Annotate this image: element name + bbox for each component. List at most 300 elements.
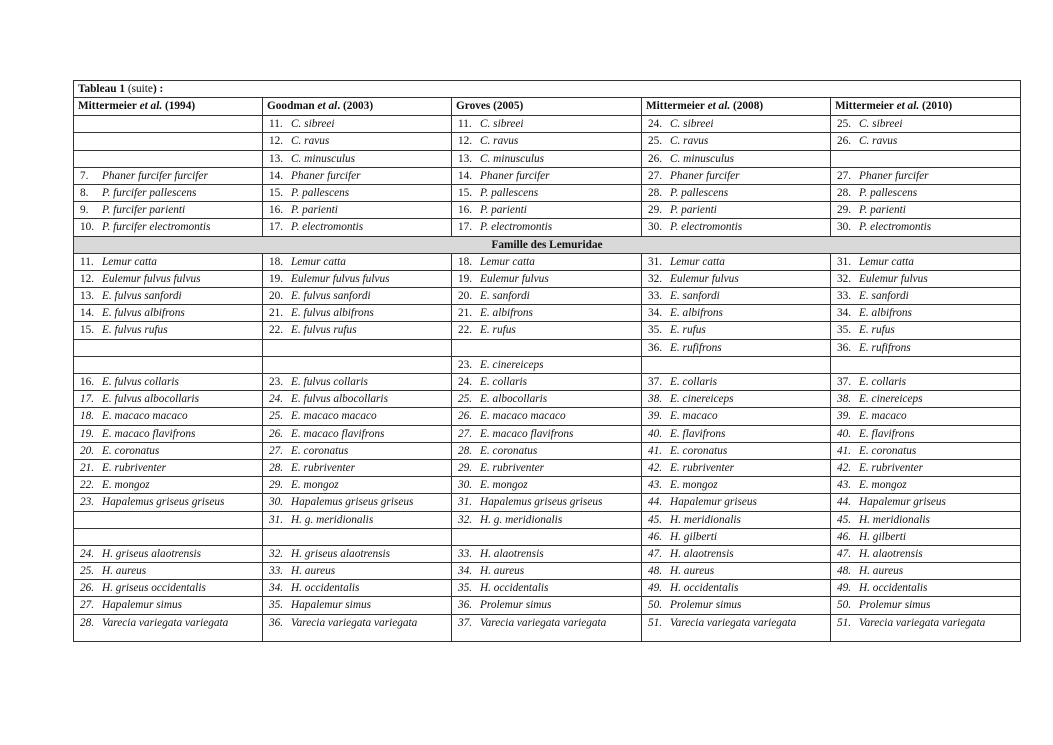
species-name: E. rubriventer bbox=[859, 461, 924, 474]
species-number: 41. bbox=[648, 444, 663, 457]
table-cell bbox=[263, 614, 452, 641]
table-cell bbox=[642, 528, 831, 545]
species-name: E. cinereiceps bbox=[480, 358, 544, 371]
species-number: 10. bbox=[80, 221, 95, 234]
species-number: 19. bbox=[80, 427, 95, 440]
species-name: Eulemur fulvus bbox=[480, 272, 549, 285]
species-number: 28. bbox=[837, 186, 852, 199]
table-cell bbox=[642, 511, 831, 528]
table-cell bbox=[831, 459, 1021, 476]
species-name: E. mongoz bbox=[480, 479, 528, 492]
table-cell bbox=[642, 408, 831, 425]
species-name: H. griseus occidentalis bbox=[102, 582, 206, 595]
table-cell bbox=[642, 133, 831, 150]
species-number: 15. bbox=[269, 186, 284, 199]
table-cell bbox=[831, 563, 1021, 580]
species-name: P. electromontis bbox=[670, 221, 743, 234]
species-name: C. minusculus bbox=[291, 152, 356, 165]
table-cell bbox=[452, 597, 642, 614]
table-cell bbox=[642, 563, 831, 580]
table-cell bbox=[452, 408, 642, 425]
species-name: Varecia variegata variegata bbox=[102, 616, 229, 629]
species-number: 36. bbox=[269, 616, 284, 629]
table-cell bbox=[831, 202, 1021, 219]
table-cell bbox=[831, 253, 1021, 270]
table-cell bbox=[831, 408, 1021, 425]
table-cell bbox=[642, 184, 831, 201]
table-cell bbox=[642, 391, 831, 408]
species-number: 29. bbox=[458, 461, 473, 474]
table-cell bbox=[452, 253, 642, 270]
species-number: 49. bbox=[648, 582, 663, 595]
table-cell bbox=[452, 528, 642, 545]
species-name: E. rubriventer bbox=[670, 461, 735, 474]
species-name: E. rubriventer bbox=[480, 461, 545, 474]
species-name: Varecia variegata variegata bbox=[859, 616, 986, 629]
species-name: Phaner furcifer bbox=[670, 169, 740, 182]
column-header: Mittermeier et al. (2010) bbox=[831, 98, 1021, 116]
table-cell bbox=[74, 339, 263, 356]
species-name: H. meridionalis bbox=[670, 513, 741, 526]
table-cell bbox=[831, 150, 1021, 167]
species-name: E. rubriventer bbox=[102, 461, 167, 474]
species-name: H. aureus bbox=[102, 565, 147, 578]
species-name: P. pallescens bbox=[859, 186, 918, 199]
species-name: Lemur catta bbox=[102, 255, 157, 268]
table-row bbox=[74, 150, 1021, 167]
table-cell bbox=[74, 116, 263, 133]
species-name: Varecia variegata variegata bbox=[291, 616, 418, 629]
species-name: C. sibreei bbox=[480, 118, 524, 131]
species-number: 40. bbox=[648, 427, 663, 440]
table-cell bbox=[831, 528, 1021, 545]
table-cell bbox=[74, 322, 263, 339]
species-name: H. aureus bbox=[480, 565, 525, 578]
table-cell bbox=[452, 219, 642, 236]
species-number: 13. bbox=[80, 290, 95, 303]
table-cell bbox=[642, 305, 831, 322]
table-cell bbox=[263, 253, 452, 270]
species-number: 50. bbox=[837, 599, 852, 612]
table-cell bbox=[452, 167, 642, 184]
species-number: 43. bbox=[837, 479, 852, 492]
species-name: Hapalemur griseus bbox=[670, 496, 757, 509]
species-number: 27. bbox=[269, 444, 284, 457]
species-number: 8. bbox=[80, 186, 89, 199]
table-cell bbox=[452, 356, 642, 373]
table-cell bbox=[642, 356, 831, 373]
table-cell bbox=[74, 442, 263, 459]
species-name: E. rufifrons bbox=[859, 341, 911, 354]
table-cell bbox=[263, 563, 452, 580]
species-number: 22. bbox=[80, 479, 95, 492]
table-cell bbox=[831, 494, 1021, 511]
species-name: E. fulvus collaris bbox=[102, 376, 179, 388]
species-number: 13. bbox=[458, 152, 473, 165]
table-row bbox=[74, 580, 1021, 597]
species-number: 23. bbox=[458, 358, 473, 371]
table-cell bbox=[642, 614, 831, 641]
species-name: E. coronatus bbox=[670, 444, 728, 457]
species-number: 19. bbox=[458, 272, 473, 285]
table-cell bbox=[831, 374, 1021, 391]
species-name: Eulemur fulvus fulvus bbox=[291, 272, 390, 285]
species-number: 27. bbox=[80, 599, 95, 612]
table-cell bbox=[642, 339, 831, 356]
species-name: C. ravus bbox=[480, 135, 519, 148]
species-name: Lemur catta bbox=[859, 255, 914, 268]
species-number: 29. bbox=[648, 204, 663, 217]
species-number: 26. bbox=[837, 135, 852, 148]
species-name: P. parienti bbox=[480, 204, 527, 217]
table-title-row bbox=[74, 81, 1021, 98]
table-cell bbox=[452, 563, 642, 580]
table-row bbox=[74, 184, 1021, 201]
species-name: P. furcifer pallescens bbox=[102, 186, 197, 199]
table-cell bbox=[452, 477, 642, 494]
family-label: Famille des Lemuridae bbox=[74, 236, 1021, 253]
column-header: Goodman et al. (2003) bbox=[263, 98, 452, 116]
species-number: 11. bbox=[80, 255, 94, 268]
species-number: 11. bbox=[458, 118, 472, 131]
species-name: C. ravus bbox=[859, 135, 898, 148]
species-name: P. parienti bbox=[291, 204, 338, 217]
species-number: 25. bbox=[269, 410, 284, 423]
species-number: 14. bbox=[269, 169, 284, 182]
table-cell bbox=[74, 408, 263, 425]
table-cell bbox=[452, 614, 642, 641]
species-number: 22. bbox=[458, 324, 473, 337]
species-name: P. electromontis bbox=[291, 221, 364, 234]
species-number: 35. bbox=[837, 324, 852, 337]
species-number: 34. bbox=[458, 565, 473, 578]
species-name: E. macaco bbox=[859, 410, 907, 423]
species-number: 35. bbox=[648, 324, 663, 337]
species-name: Prolemur simus bbox=[480, 599, 552, 612]
table-row bbox=[74, 528, 1021, 545]
table-cell bbox=[452, 305, 642, 322]
table-row bbox=[74, 270, 1021, 287]
species-number: 24. bbox=[648, 118, 663, 131]
species-name: Phaner furcifer bbox=[859, 169, 929, 182]
species-number: 39. bbox=[837, 410, 852, 423]
species-name: E. coronatus bbox=[102, 444, 160, 457]
table-cell bbox=[452, 150, 642, 167]
species-number: 18. bbox=[458, 255, 473, 268]
species-name: E. albifrons bbox=[670, 307, 723, 320]
species-name: H. aureus bbox=[859, 565, 904, 578]
species-number: 31. bbox=[458, 496, 473, 509]
table-cell bbox=[452, 511, 642, 528]
table-cell bbox=[452, 202, 642, 219]
species-number: 51. bbox=[648, 616, 663, 629]
species-name: E. macaco flavifrons bbox=[291, 427, 385, 440]
table-cell bbox=[642, 494, 831, 511]
table-title-paren: ( bbox=[125, 83, 132, 95]
table-cell bbox=[831, 270, 1021, 287]
species-number: 20. bbox=[80, 444, 95, 457]
species-name: H. aureus bbox=[670, 565, 715, 578]
species-name: Varecia variegata variegata bbox=[670, 616, 797, 629]
species-number: 7. bbox=[80, 169, 89, 182]
species-number: 46. bbox=[837, 530, 852, 543]
table-cell bbox=[642, 253, 831, 270]
species-number: 36. bbox=[648, 341, 663, 354]
table-cell bbox=[642, 374, 831, 391]
species-number: 26. bbox=[269, 427, 284, 440]
table-cell bbox=[452, 425, 642, 442]
species-name: Prolemur simus bbox=[670, 599, 742, 612]
table-cell bbox=[642, 477, 831, 494]
species-number: 12. bbox=[269, 135, 284, 148]
table-row bbox=[74, 253, 1021, 270]
species-name: E. fulvus rufus bbox=[102, 324, 168, 337]
species-number: 40. bbox=[837, 427, 852, 440]
species-number: 45. bbox=[648, 513, 663, 526]
table-row bbox=[74, 425, 1021, 442]
table-row bbox=[74, 288, 1021, 305]
table-cell bbox=[74, 133, 263, 150]
species-name: C. sibreei bbox=[670, 118, 714, 131]
species-name: Hapalemus griseus griseus bbox=[291, 496, 414, 509]
species-number: 32. bbox=[648, 272, 663, 285]
species-number: 34. bbox=[269, 582, 284, 595]
table-cell bbox=[263, 511, 452, 528]
species-number: 33. bbox=[648, 290, 663, 303]
species-name: H. aureus bbox=[291, 565, 336, 578]
species-number: 32. bbox=[837, 272, 852, 285]
table-body bbox=[74, 81, 1021, 642]
species-name: Lemur catta bbox=[291, 255, 346, 268]
table-cell bbox=[74, 150, 263, 167]
species-name: E. albifrons bbox=[859, 307, 912, 320]
table-cell bbox=[263, 270, 452, 287]
table-row bbox=[74, 116, 1021, 133]
species-number: 47. bbox=[648, 547, 663, 560]
table-cell bbox=[831, 597, 1021, 614]
species-number: 22. bbox=[269, 324, 284, 337]
table-cell bbox=[263, 442, 452, 459]
species-number: 13. bbox=[269, 152, 284, 165]
species-name: Phaner furcifer bbox=[480, 169, 550, 182]
species-number: 49. bbox=[837, 582, 852, 595]
species-name: Eulemur fulvus bbox=[670, 272, 739, 285]
table-cell bbox=[74, 511, 263, 528]
species-name: E. flavifrons bbox=[859, 427, 915, 440]
species-number: 36. bbox=[458, 599, 473, 612]
species-name: H. meridionalis bbox=[859, 513, 930, 526]
species-number: 28. bbox=[458, 444, 473, 457]
species-number: 37. bbox=[458, 616, 473, 629]
species-name: E. sanfordi bbox=[480, 290, 530, 303]
table-cell bbox=[74, 253, 263, 270]
species-name: E. fulvus sanfordi bbox=[291, 290, 371, 303]
table-cell bbox=[452, 322, 642, 339]
species-number: 24. bbox=[458, 376, 473, 388]
species-name: Eulemur fulvus fulvus bbox=[102, 272, 201, 285]
species-number: 48. bbox=[648, 565, 663, 578]
species-name: P. electromontis bbox=[859, 221, 932, 234]
species-name: H. alaotrensis bbox=[480, 547, 544, 560]
table-cell bbox=[263, 288, 452, 305]
species-number: 25. bbox=[648, 135, 663, 148]
table-cell bbox=[74, 167, 263, 184]
species-name: E. flavifrons bbox=[670, 427, 726, 440]
species-number: 25. bbox=[80, 565, 95, 578]
species-name: E. collaris bbox=[670, 376, 718, 388]
table-cell bbox=[452, 580, 642, 597]
species-number: 23. bbox=[269, 376, 284, 388]
table-row bbox=[74, 167, 1021, 184]
species-number: 50. bbox=[648, 599, 663, 612]
table-row bbox=[74, 305, 1021, 322]
table-cell bbox=[74, 614, 263, 641]
table-cell bbox=[452, 133, 642, 150]
table-cell bbox=[831, 305, 1021, 322]
table-cell bbox=[642, 288, 831, 305]
species-name: E. rufus bbox=[670, 324, 706, 337]
species-number: 28. bbox=[80, 616, 95, 629]
species-name: E. coronatus bbox=[859, 444, 917, 457]
table-cell bbox=[263, 167, 452, 184]
species-name: C. ravus bbox=[291, 135, 330, 148]
species-name: Hapalemus griseus griseus bbox=[102, 496, 225, 509]
species-number: 37. bbox=[837, 376, 852, 388]
table-cell bbox=[263, 305, 452, 322]
species-number: 25. bbox=[458, 393, 473, 406]
species-name: Hapalemur simus bbox=[291, 599, 372, 612]
species-name: Prolemur simus bbox=[859, 599, 931, 612]
table-row bbox=[74, 219, 1021, 236]
species-number: 14. bbox=[458, 169, 473, 182]
species-number: 26. bbox=[648, 152, 663, 165]
species-number: 18. bbox=[80, 410, 95, 423]
species-number: 25. bbox=[837, 118, 852, 131]
table-cell bbox=[831, 219, 1021, 236]
species-number: 44. bbox=[837, 496, 852, 509]
table-cell bbox=[452, 116, 642, 133]
species-name: P. parienti bbox=[859, 204, 906, 217]
table-row bbox=[74, 339, 1021, 356]
species-name: Lemur catta bbox=[670, 255, 725, 268]
species-number: 33. bbox=[269, 565, 284, 578]
species-name: Varecia variegata variegata bbox=[480, 616, 607, 629]
species-number: 33. bbox=[458, 547, 473, 560]
table-cell bbox=[831, 580, 1021, 597]
table-cell bbox=[831, 116, 1021, 133]
table-cell bbox=[831, 511, 1021, 528]
table-cell bbox=[831, 391, 1021, 408]
table-cell bbox=[642, 116, 831, 133]
table-row bbox=[74, 322, 1021, 339]
table-cell bbox=[263, 374, 452, 391]
species-number: 36. bbox=[837, 341, 852, 354]
species-name: E. mongoz bbox=[670, 479, 718, 492]
table-cell bbox=[452, 442, 642, 459]
table-cell bbox=[74, 219, 263, 236]
species-name: E. mongoz bbox=[102, 479, 150, 492]
table-row bbox=[74, 202, 1021, 219]
species-number: 28. bbox=[648, 186, 663, 199]
species-name: E. macaco bbox=[670, 410, 718, 423]
table-cell bbox=[831, 133, 1021, 150]
species-number: 17. bbox=[80, 393, 95, 406]
species-number: 35. bbox=[458, 582, 473, 595]
table-cell bbox=[74, 563, 263, 580]
species-name: H. g. meridionalis bbox=[480, 513, 563, 526]
species-number: 32. bbox=[458, 513, 473, 526]
table-row bbox=[74, 133, 1021, 150]
table-row bbox=[74, 374, 1021, 391]
species-number: 20. bbox=[458, 290, 473, 303]
species-name: H. occidentalis bbox=[859, 582, 928, 595]
table-cell bbox=[263, 528, 452, 545]
table-row bbox=[74, 494, 1021, 511]
species-number: 30. bbox=[458, 479, 473, 492]
table-cell bbox=[74, 184, 263, 201]
species-number: 29. bbox=[269, 479, 284, 492]
table-row bbox=[74, 511, 1021, 528]
species-name: E. mongoz bbox=[859, 479, 907, 492]
species-name: Hapalemur griseus bbox=[859, 496, 946, 509]
species-number: 31. bbox=[648, 255, 663, 268]
column-header: Groves (2005) bbox=[452, 98, 642, 116]
table-cell bbox=[831, 322, 1021, 339]
species-name: E. cinereiceps bbox=[670, 393, 734, 406]
table-cell bbox=[831, 167, 1021, 184]
species-name: P. pallescens bbox=[670, 186, 729, 199]
table-cell bbox=[74, 356, 263, 373]
table-cell bbox=[452, 494, 642, 511]
species-name: E. albifrons bbox=[480, 307, 533, 320]
table-cell bbox=[74, 288, 263, 305]
species-name: Lemur catta bbox=[480, 255, 535, 268]
species-number: 27. bbox=[648, 169, 663, 182]
table-cell bbox=[263, 459, 452, 476]
table-row bbox=[74, 442, 1021, 459]
species-number: 18. bbox=[269, 255, 284, 268]
species-name: P. parienti bbox=[670, 204, 717, 217]
species-name: H. occidentalis bbox=[480, 582, 549, 595]
species-name: E. fulvus albocollaris bbox=[291, 393, 388, 406]
table-cell bbox=[452, 374, 642, 391]
species-name: C. minusculus bbox=[480, 152, 545, 165]
table-title-close: ) : bbox=[152, 83, 164, 95]
column-header: Mittermeier et al. (2008) bbox=[642, 98, 831, 116]
table-cell bbox=[74, 477, 263, 494]
species-name: E. macaco flavifrons bbox=[102, 427, 196, 440]
species-number: 12. bbox=[80, 272, 95, 285]
species-name: C. sibreei bbox=[859, 118, 903, 131]
species-name: Phaner furcifer furcifer bbox=[102, 169, 208, 182]
species-name: Hapalemus griseus griseus bbox=[480, 496, 603, 509]
species-name: H. alaotrensis bbox=[670, 547, 734, 560]
table-cell bbox=[642, 442, 831, 459]
species-name: E. macaco flavifrons bbox=[480, 427, 574, 440]
table-cell bbox=[452, 288, 642, 305]
table-cell bbox=[642, 459, 831, 476]
species-number: 15. bbox=[80, 324, 95, 337]
table-cell bbox=[642, 425, 831, 442]
table-row bbox=[74, 477, 1021, 494]
species-name: P. pallescens bbox=[291, 186, 350, 199]
species-number: 27. bbox=[458, 427, 473, 440]
header-row bbox=[74, 98, 1021, 116]
table-cell bbox=[74, 374, 263, 391]
species-number: 17. bbox=[269, 221, 284, 234]
table-cell bbox=[263, 580, 452, 597]
species-name: E. collaris bbox=[859, 376, 907, 388]
